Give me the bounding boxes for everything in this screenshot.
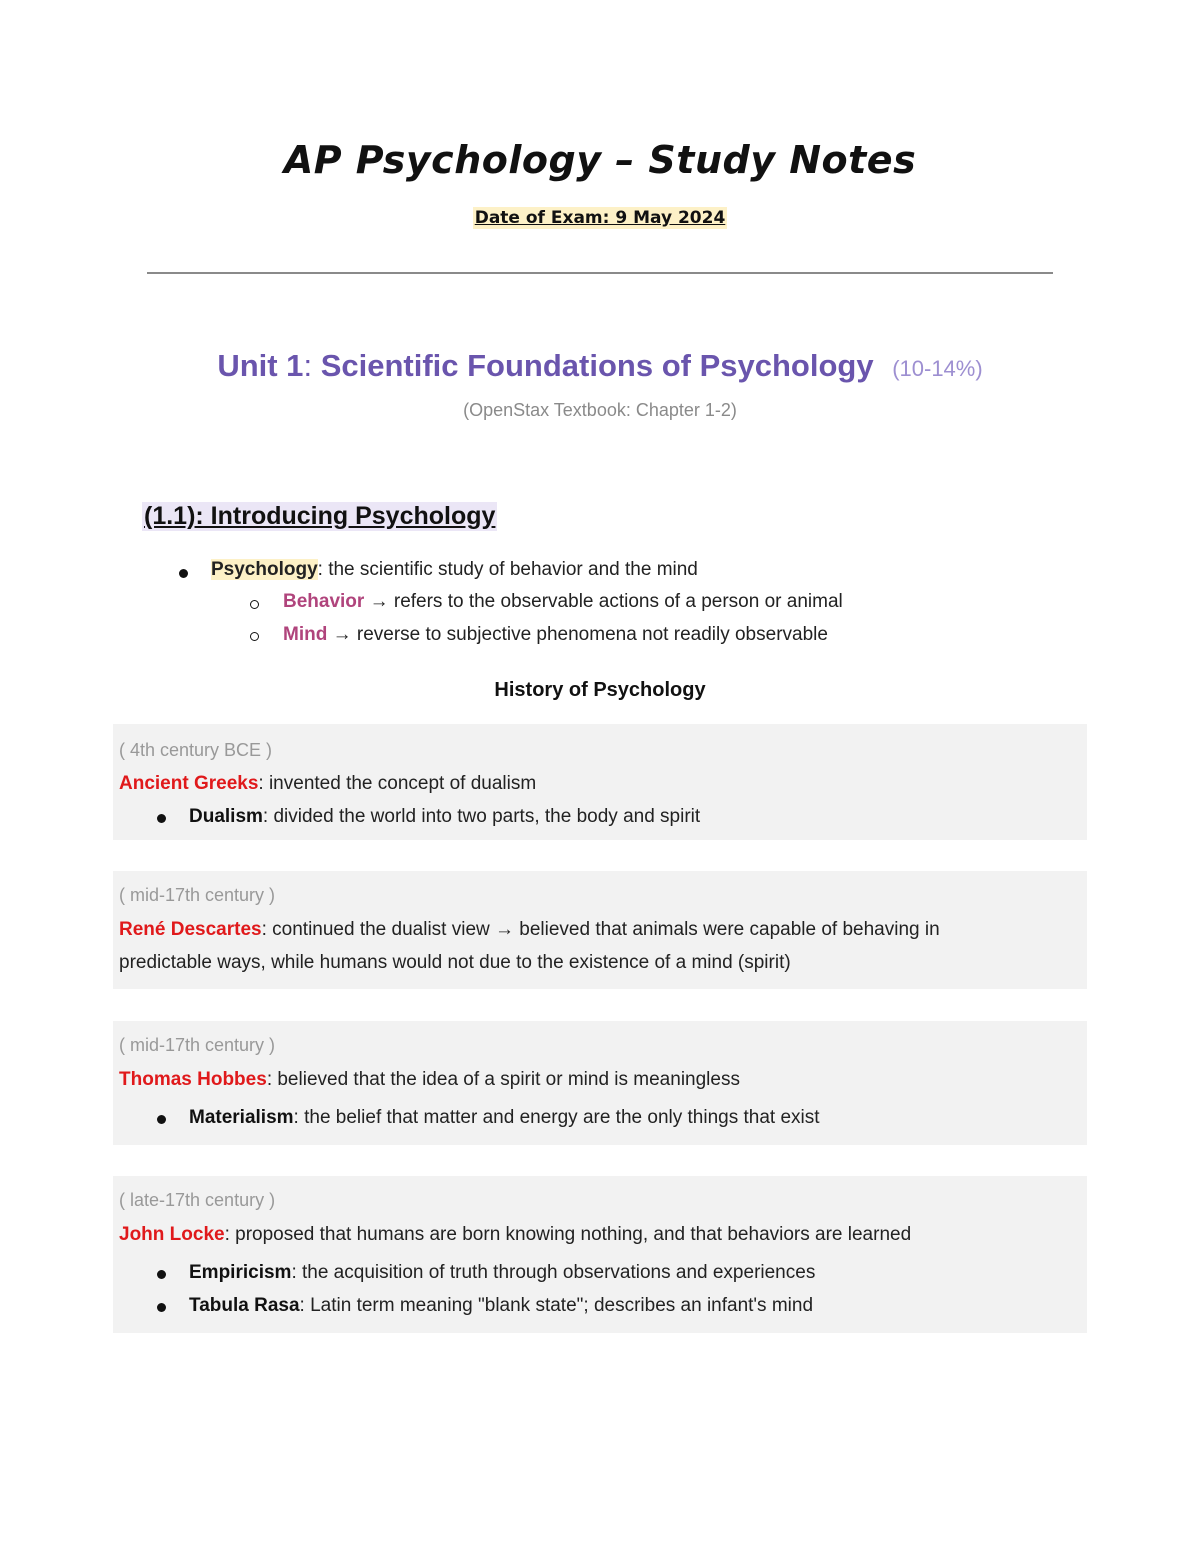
page-title: AP Psychology – Study Notes bbox=[283, 138, 917, 182]
history-name: Ancient Greeks bbox=[119, 773, 259, 794]
history-entry bbox=[113, 724, 1087, 840]
unit-weight: (10-14%) bbox=[892, 356, 983, 381]
history-line-continued: predictable ways, while humans would not due to the existence of a mind (spirit) bbox=[119, 952, 791, 973]
behavior-term: Behavior bbox=[283, 591, 365, 612]
history-line bbox=[119, 773, 536, 795]
unit-label: Unit 1 bbox=[217, 348, 304, 383]
history-era: ( mid-17th century ) bbox=[119, 1035, 276, 1055]
history-desc: : continued the dualist view → believed that animals were capable of behaving in bbox=[261, 919, 940, 940]
behavior-definition bbox=[283, 591, 843, 613]
bullet-dot-icon bbox=[157, 1303, 166, 1312]
horizontal-divider bbox=[147, 272, 1053, 274]
history-line bbox=[119, 1224, 911, 1246]
history-term: Materialism bbox=[189, 1107, 294, 1128]
history-term-def: : the belief that matter and energy are the only things that exist bbox=[293, 1107, 820, 1128]
history-entry bbox=[113, 871, 1087, 989]
history-era: ( 4th century BCE ) bbox=[119, 740, 273, 760]
history-title: History of Psychology bbox=[494, 679, 706, 701]
bullet-dot-icon bbox=[179, 569, 188, 578]
history-desc: : proposed that humans are born knowing nothing, and that behaviors are learned bbox=[224, 1224, 912, 1245]
history-line bbox=[119, 1069, 740, 1091]
history-name: John Locke bbox=[119, 1224, 225, 1245]
psychology-def: : the scientific study of behavior and the mind bbox=[317, 559, 698, 580]
history-term-def: : Latin term meaning "blank state"; describes an infant's mind bbox=[299, 1295, 814, 1316]
bullet-dot-icon bbox=[157, 1270, 166, 1279]
history-desc: : believed that the idea of a spirit or mind is meaningless bbox=[266, 1069, 740, 1090]
psychology-definition bbox=[211, 559, 698, 581]
exam-date-wrap bbox=[0, 207, 1200, 229]
history-bullet bbox=[189, 806, 700, 828]
history-term: Dualism bbox=[189, 806, 263, 827]
history-bullet bbox=[189, 1295, 813, 1317]
bullet-dot-icon bbox=[157, 1115, 166, 1124]
history-era: ( mid-17th century ) bbox=[119, 885, 276, 905]
behavior-def: → refers to the observable actions of a person or animal bbox=[364, 591, 843, 612]
history-entry bbox=[113, 1021, 1087, 1145]
history-entry bbox=[113, 1176, 1087, 1333]
history-line bbox=[119, 919, 940, 941]
history-bullet bbox=[189, 1107, 820, 1129]
bullet-dot-icon bbox=[157, 814, 166, 823]
section-heading: (1.1): Introducing Psychology bbox=[144, 502, 496, 530]
mind-term: Mind bbox=[283, 624, 328, 645]
psychology-term: Psychology bbox=[211, 559, 318, 580]
unit-name: Scientific Foundations of Psychology bbox=[320, 348, 874, 383]
unit-colon: : bbox=[303, 348, 313, 383]
history-bullet bbox=[189, 1262, 815, 1284]
unit-textbook: (OpenStax Textbook: Chapter 1-2) bbox=[463, 400, 737, 420]
history-term: Tabula Rasa bbox=[189, 1295, 300, 1316]
mind-definition bbox=[283, 624, 828, 646]
history-desc: : invented the concept of dualism bbox=[258, 773, 537, 794]
history-name: René Descartes bbox=[119, 919, 262, 940]
history-name: Thomas Hobbes bbox=[119, 1069, 267, 1090]
mind-def: → reverse to subjective phenomena not readily observable bbox=[327, 624, 828, 645]
bullet-circle-icon bbox=[250, 600, 259, 609]
unit-title bbox=[0, 348, 1200, 384]
history-term-def: : the acquisition of truth through observations and experiences bbox=[291, 1262, 816, 1283]
bullet-circle-icon bbox=[250, 632, 259, 641]
exam-date: Date of Exam: 9 May 2024 bbox=[474, 208, 726, 228]
history-era: ( late-17th century ) bbox=[119, 1190, 276, 1210]
history-term: Empiricism bbox=[189, 1262, 292, 1283]
history-term-def: : divided the world into two parts, the body and spirit bbox=[262, 806, 701, 827]
